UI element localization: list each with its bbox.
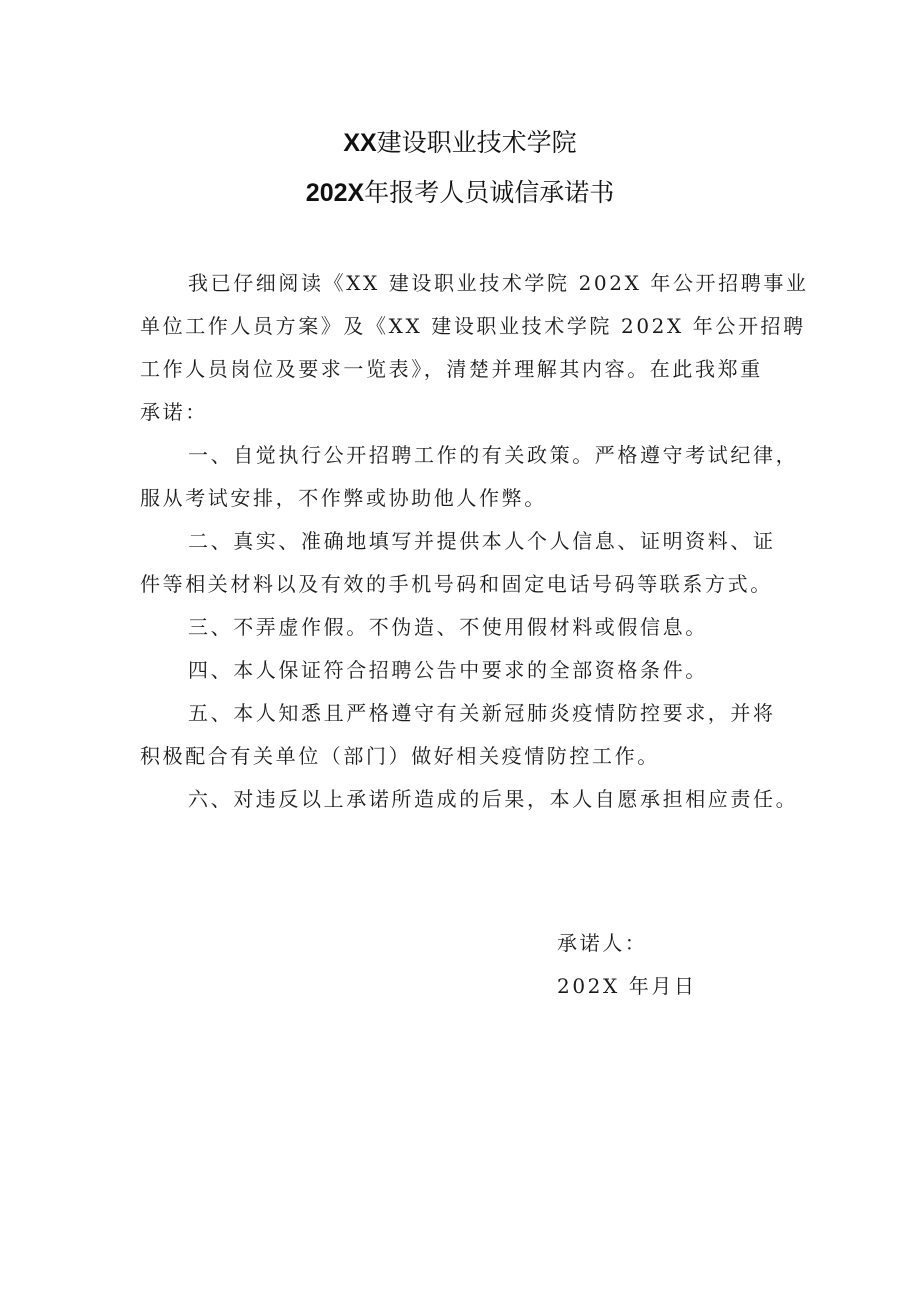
paragraph-line: 我已仔细阅读《XX 建设职业技术学院 202X 年公开招聘事业 (188, 271, 809, 295)
pledge-item-6 (140, 778, 799, 821)
signature-label: 承诺人： (557, 931, 648, 955)
title-line-institution (0, 118, 920, 168)
document-title (0, 118, 920, 218)
signature-block (557, 922, 877, 1008)
paragraph-line: 四、本人保证符合招聘公告中要求的全部资格条件。 (188, 658, 708, 682)
paragraph-line: 工作人员岗位及要求一览表》，清楚并理解其内容。在此我郑重 (140, 357, 763, 381)
pledge-item-1 (140, 434, 799, 520)
paragraph-line: 服从考试安排，不作弊或协助他人作弊。 (140, 486, 547, 510)
paragraph-line: 五、本人知悉且严格遵守有关新冠肺炎疫情防控要求，并将 (188, 701, 776, 725)
signature-date: 202X 年月日 (557, 974, 697, 998)
paragraph-line: 六、对违反以上承诺所造成的后果，本人自愿承担相应责任。 (188, 787, 799, 811)
pledge-item-4 (140, 649, 788, 692)
title-year: 202X (305, 179, 365, 207)
title-pledge-name: 年报考人员诚信承诺书 (364, 178, 615, 207)
title-line-pledge (0, 168, 920, 218)
paragraph-line: 一、自觉执行公开招聘工作的有关政策。严格遵守考试纪律， (188, 443, 799, 467)
paragraph-line: 二、真实、准确地填写并提供本人个人信息、证明资料、证 (188, 529, 776, 553)
pledge-item-2 (140, 520, 788, 606)
title-institution-code: XX (343, 129, 377, 157)
paragraph-line: 承诺： (140, 400, 208, 424)
pledge-item-5 (140, 692, 788, 778)
pledge-item-3 (140, 606, 788, 649)
paragraph-line: 三、不弄虚作假。不伪造、不使用假材料或假信息。 (188, 615, 708, 639)
intro-paragraph (140, 262, 809, 434)
paragraph-line: 件等相关材料以及有效的手机号码和固定电话号码等联系方式。 (140, 572, 773, 596)
pledge-body (140, 262, 809, 821)
paragraph-line: 积极配合有关单位（部门）做好相关疫情防控工作。 (140, 744, 660, 768)
title-institution-name: 建设职业技术学院 (376, 128, 577, 157)
paragraph-line: 单位工作人员方案》及《XX 建设职业技术学院 202X 年公开招聘 (140, 314, 806, 338)
